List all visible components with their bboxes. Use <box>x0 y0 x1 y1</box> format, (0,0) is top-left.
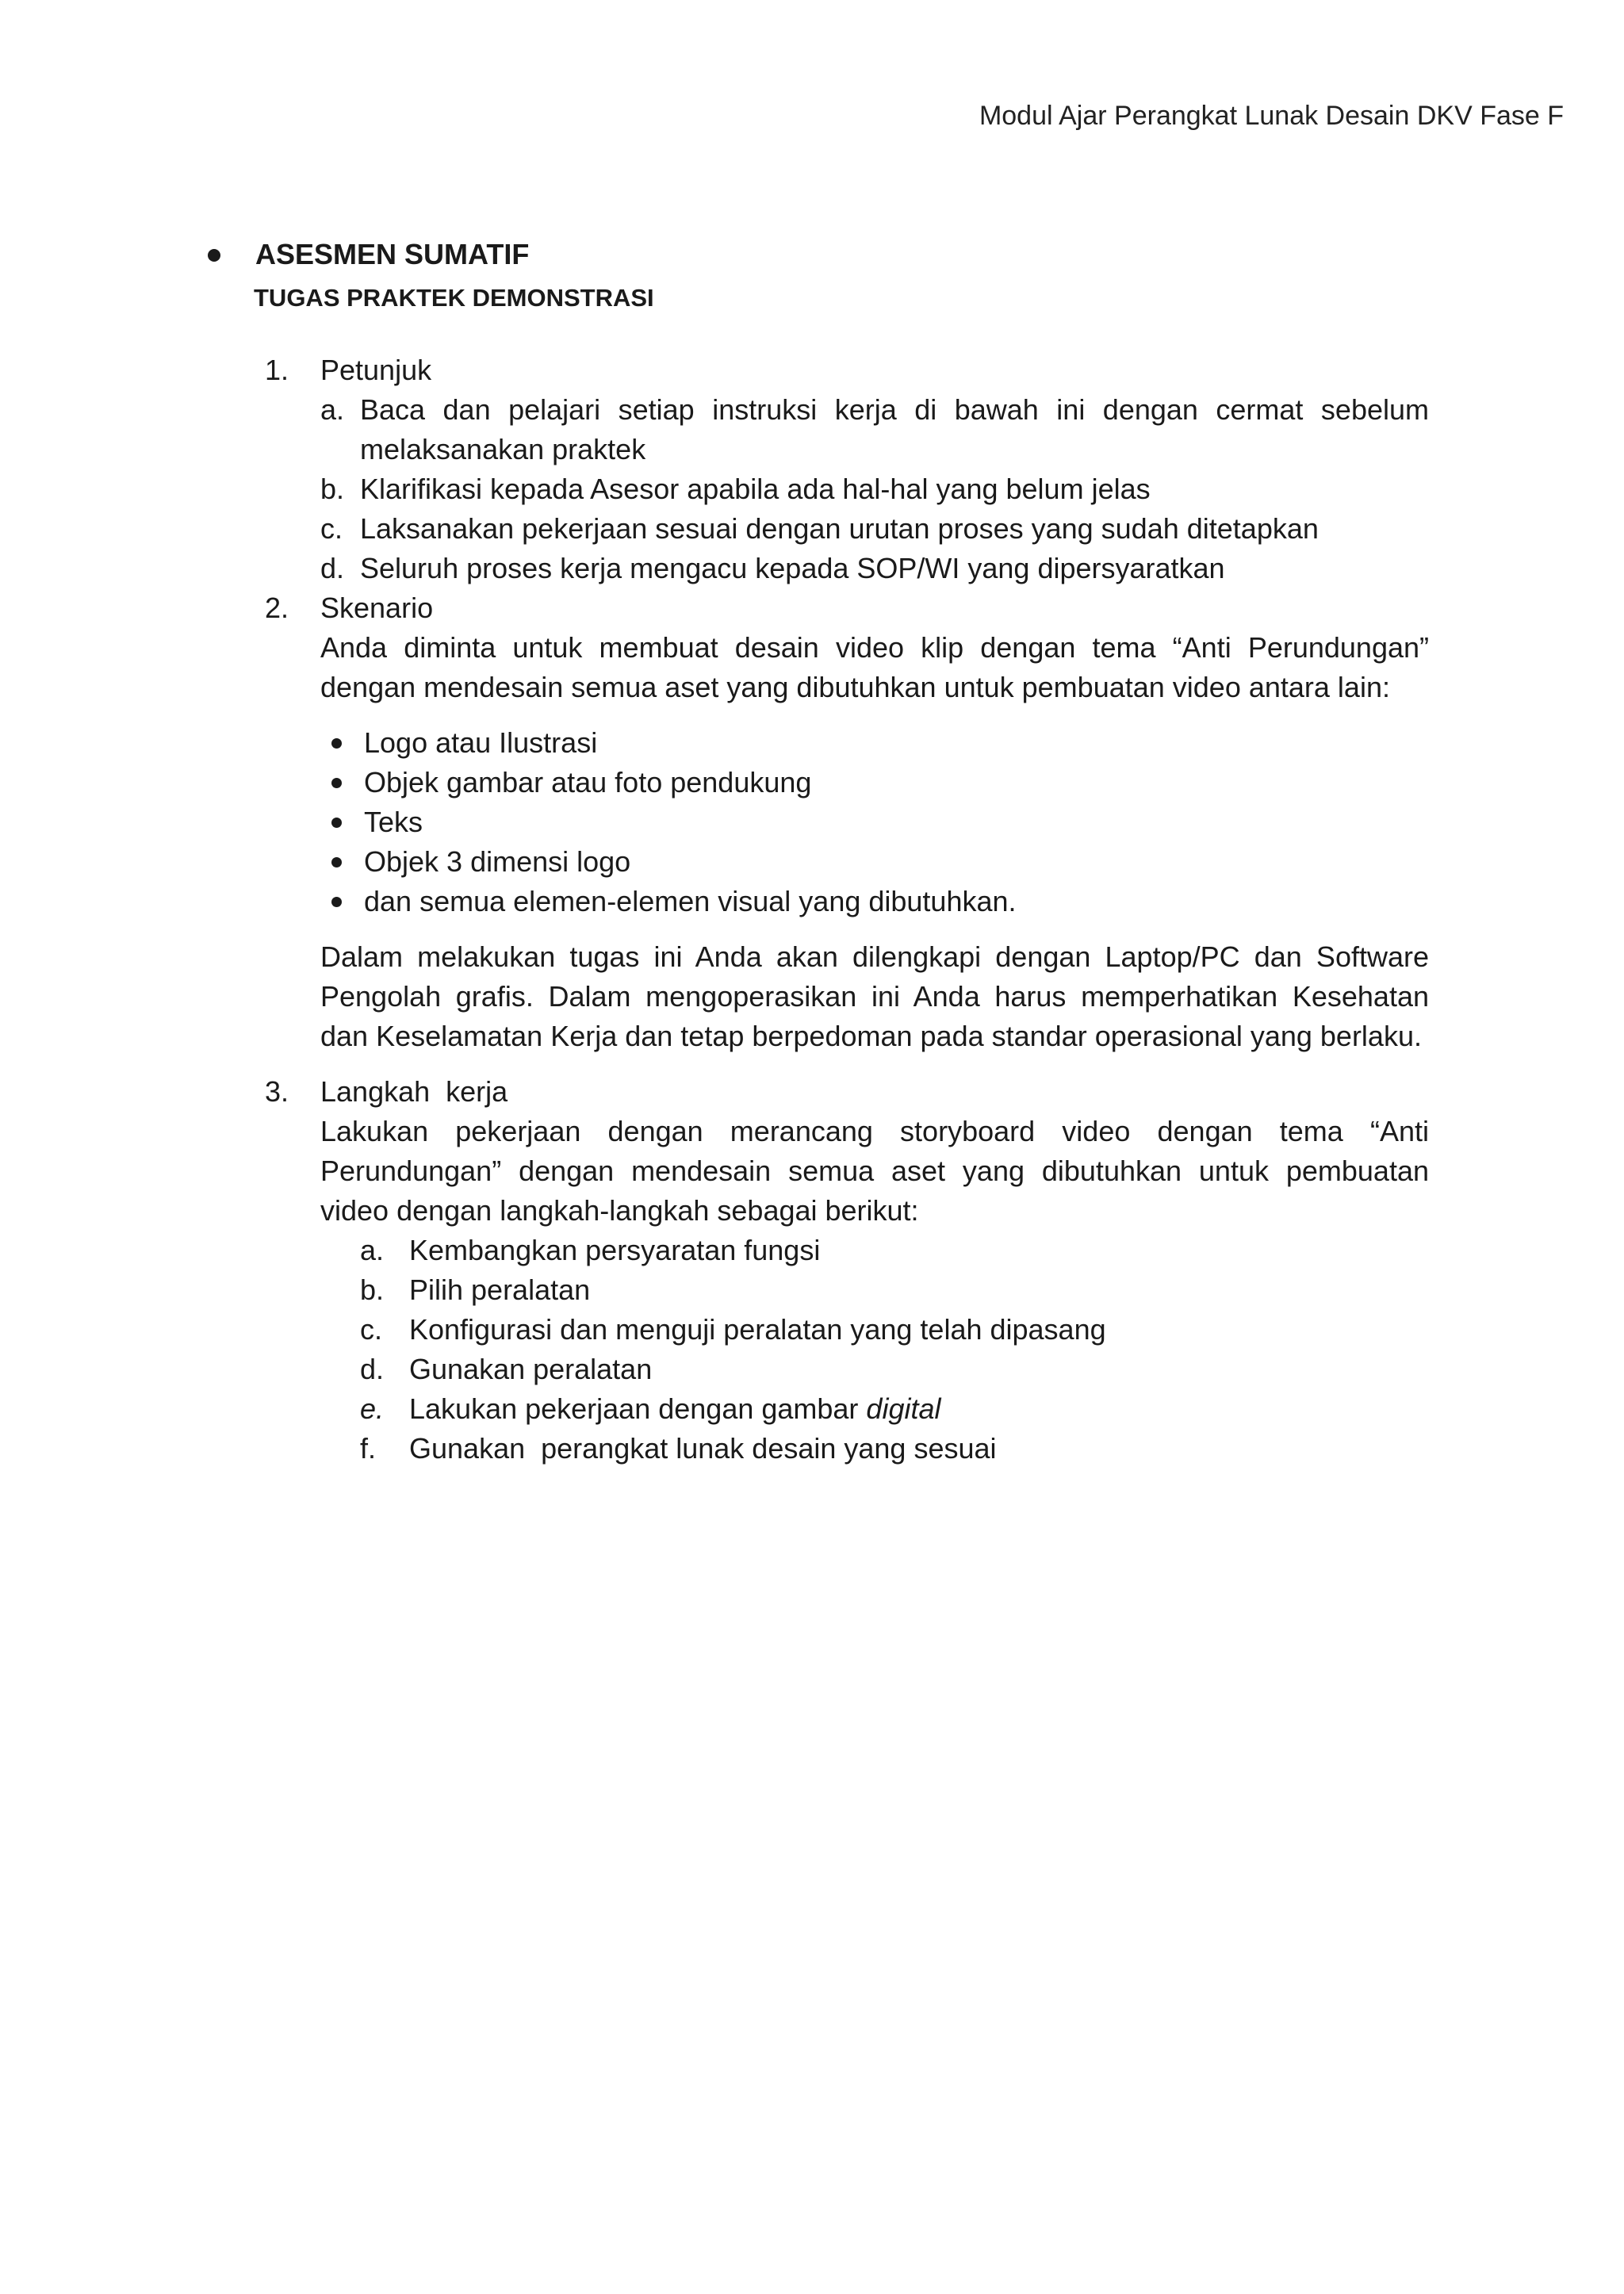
step-letter: f. <box>360 1432 377 1465</box>
section-heading-text: ASESMEN SUMATIF <box>255 238 530 270</box>
step-text: Laksanakan pekerjaan sesuai dengan urutan proses yang sudah ditetapkan <box>360 512 1319 545</box>
list-number: 1. <box>265 354 289 386</box>
langkah-steps <box>360 1231 1429 1469</box>
numbered-list <box>265 350 1429 1469</box>
asset-bullet-list <box>331 723 1429 921</box>
list-item <box>360 1389 1429 1429</box>
step-text: Seluruh proses kerja mengacu kepada SOP/WI yang dipersyaratkan <box>360 552 1225 584</box>
list-item-langkah-kerja <box>265 1072 1429 1469</box>
bullet-text: dan semua elemen-elemen visual yang dibutuhkan. <box>364 885 1017 917</box>
step-text-italic: digital <box>866 1392 941 1425</box>
item-title: Petunjuk <box>320 354 432 386</box>
item-title: Langkah kerja <box>320 1075 508 1108</box>
list-item-skenario <box>265 588 1429 1056</box>
list-item <box>360 1350 1429 1389</box>
step-text: Gunakan peralatan <box>409 1353 653 1385</box>
bullet-text: Objek 3 dimensi logo <box>364 845 631 878</box>
page-content <box>208 238 1429 1469</box>
petunjuk-steps <box>320 390 1429 588</box>
bullet-dot-icon <box>331 738 342 749</box>
bullet-dot-icon <box>331 778 342 788</box>
list-item <box>360 1231 1429 1270</box>
list-item <box>331 802 1429 842</box>
bullet-dot-icon <box>331 857 342 867</box>
step-letter: d. <box>320 552 345 584</box>
list-number: 2. <box>265 592 289 624</box>
list-number: 3. <box>265 1075 289 1108</box>
sub-heading: TUGAS PRAKTEK DEMONSTRASI <box>254 284 654 312</box>
list-item <box>360 1270 1429 1310</box>
step-text: Konfigurasi dan menguji peralatan yang telah dipasang <box>409 1313 1106 1346</box>
step-letter: b. <box>360 1273 385 1306</box>
running-header: Modul Ajar Perangkat Lunak Desain DKV Fase F <box>979 101 1564 131</box>
list-item <box>360 1310 1429 1350</box>
list-item <box>331 882 1429 921</box>
list-item <box>320 469 1429 509</box>
step-letter: a. <box>320 393 345 426</box>
section-heading <box>208 238 1429 271</box>
step-text: Klarifikasi kepada Asesor apabila ada hal-hal yang belum jelas <box>360 473 1151 505</box>
page-number: 24 <box>1444 2089 1564 2198</box>
list-item <box>320 390 1429 469</box>
bullet-text: Logo atau Ilustrasi <box>364 726 598 759</box>
bullet-text: Objek gambar atau foto pendukung <box>364 766 812 798</box>
step-letter: c. <box>360 1313 383 1346</box>
step-letter: d. <box>360 1353 385 1385</box>
step-letter: a. <box>360 1234 385 1266</box>
list-item <box>360 1429 1429 1469</box>
step-text-plain: Lakukan pekerjaan dengan gambar <box>409 1392 867 1425</box>
langkah-intro: Lakukan pekerjaan dengan merancang storyboard video dengan tema “Anti Perundungan” dengan mendesain semua aset yang dibutuhkan untuk pembuatan video dengan langkah-langkah sebagai berikut: <box>320 1115 1429 1227</box>
list-item <box>331 723 1429 763</box>
bullet-dot-icon <box>208 249 220 262</box>
item-title: Skenario <box>320 592 434 624</box>
step-text: Gunakan perangkat lunak desain yang sesuai <box>409 1432 997 1465</box>
list-item <box>331 763 1429 802</box>
step-letter: b. <box>320 473 345 505</box>
skenario-closing: Dalam melakukan tugas ini Anda akan dilengkapi dengan Laptop/PC dan Software Pengolah grafis. Dalam mengoperasikan ini Anda harus memperhatikan Kesehatan dan Keselamatan Kerja dan tetap berpedoman pada standar operasional yang berlaku. <box>320 940 1429 1052</box>
list-item <box>320 549 1429 588</box>
step-text: Baca dan pelajari setiap instruksi kerja di bawah ini dengan cermat sebelum melaksanakan praktek <box>360 393 1429 465</box>
list-item-petunjuk <box>265 350 1429 588</box>
step-letter: c. <box>320 512 343 545</box>
step-text <box>409 1389 940 1429</box>
step-text: Kembangkan persyaratan fungsi <box>409 1234 821 1266</box>
bullet-dot-icon <box>331 818 342 828</box>
list-item <box>320 509 1429 549</box>
step-text: Pilih peralatan <box>409 1273 591 1306</box>
bullet-dot-icon <box>331 897 342 907</box>
bullet-text: Teks <box>364 806 423 838</box>
skenario-intro: Anda diminta untuk membuat desain video klip dengan tema “Anti Perundungan” dengan mendesain semua aset yang dibutuhkan untuk pembuatan video antara lain: <box>320 631 1429 703</box>
step-letter: e. <box>360 1392 385 1425</box>
list-item <box>331 842 1429 882</box>
